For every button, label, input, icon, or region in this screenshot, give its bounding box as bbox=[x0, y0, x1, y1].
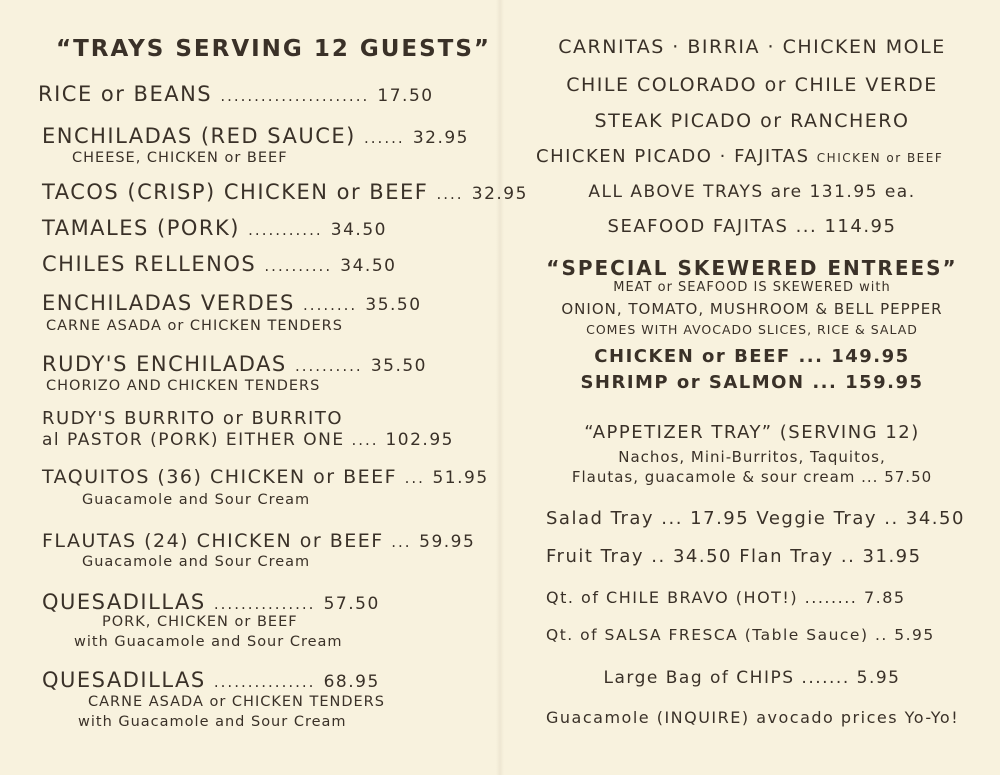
menu-item-enchiladas-verdes bbox=[42, 291, 422, 315]
entree-line-chicken-picado bbox=[536, 146, 943, 167]
leader-dots: ...... bbox=[364, 129, 405, 147]
item-name: TAMALES (PORK) bbox=[42, 216, 240, 240]
salsa-fresca: Qt. of SALSA FRESCA (Table Sauce) .. 5.95 bbox=[546, 626, 935, 644]
menu-item-burrito-al-pastor bbox=[42, 430, 454, 450]
skewered-chicken-beef: CHICKEN or BEEF ... 149.95 bbox=[594, 346, 910, 367]
skewered-desc-3: COMES WITH AVOCADO SLICES, RICE & SALAD bbox=[586, 322, 918, 337]
skewered-header: “SPECIAL SKEWERED ENTREES” bbox=[546, 256, 958, 280]
item-price: 35.50 bbox=[365, 295, 422, 315]
item-price: 35.50 bbox=[370, 356, 427, 376]
item-description: CHEESE, CHICKEN or BEEF bbox=[72, 150, 288, 166]
menu-item-enchiladas bbox=[42, 124, 469, 148]
item-price: 32.95 bbox=[412, 128, 469, 148]
chile-bravo: Qt. of CHILE BRAVO (HOT!) ........ 7.85 bbox=[546, 588, 906, 607]
item-price: 17.50 bbox=[377, 86, 434, 106]
menu-item-flautas bbox=[42, 530, 475, 552]
skewered-shrimp-salmon: SHRIMP or SALMON ... 159.95 bbox=[580, 372, 924, 393]
skewered-desc-2: ONION, TOMATO, MUSHROOM & BELL PEPPER bbox=[561, 300, 943, 318]
seafood-fajitas: SEAFOOD FAJITAS ... 114.95 bbox=[607, 216, 897, 237]
menu-item-quesadillas bbox=[42, 590, 380, 614]
item-description-2: with Guacamole and Sour Cream bbox=[74, 634, 343, 650]
leader-dots: ........ bbox=[303, 296, 358, 314]
leader-dots: .... bbox=[351, 431, 379, 449]
entree-line-chile-colorado: CHILE COLORADO or CHILE VERDE bbox=[566, 74, 938, 96]
menu-item-rudys-burrito: RUDY'S BURRITO or BURRITO bbox=[42, 408, 344, 429]
entree-line-steak-picado: STEAK PICADO or RANCHERO bbox=[594, 110, 910, 132]
item-description: Guacamole and Sour Cream bbox=[82, 554, 311, 570]
item-price: 34.50 bbox=[340, 256, 397, 276]
menu-item-tamales bbox=[42, 216, 387, 240]
item-name: TACOS (CRISP) CHICKEN or BEEF bbox=[42, 180, 429, 204]
entree-line-carnitas: CARNITAS · BIRRIA · CHICKEN MOLE bbox=[558, 36, 946, 58]
item-price: 59.95 bbox=[419, 532, 476, 552]
item-price: 51.95 bbox=[432, 468, 489, 488]
appetizer-desc-2: Flautas, guacamole & sour cream ... 57.50 bbox=[571, 468, 933, 486]
leader-dots: .... bbox=[436, 185, 464, 203]
item-description: CHORIZO AND CHICKEN TENDERS bbox=[46, 378, 321, 394]
salad-veggie-trays: Salad Tray ... 17.95 Veggie Tray .. 34.50 bbox=[546, 508, 965, 529]
item-name: RICE or BEANS bbox=[38, 82, 213, 106]
item-name: QUESADILLAS bbox=[42, 590, 206, 614]
item-name: ENCHILADAS (RED SAUCE) bbox=[42, 124, 356, 148]
item-name: CHILES RELLENOS bbox=[42, 252, 257, 276]
item-description: PORK, CHICKEN or BEEF bbox=[102, 614, 298, 630]
item-name: TAQUITOS (36) CHICKEN or BEEF bbox=[42, 466, 398, 488]
leader-dots: ............... bbox=[213, 673, 316, 691]
skewered-desc-1: MEAT or SEAFOOD IS SKEWERED with bbox=[613, 280, 891, 295]
item-name: FLAUTAS (24) CHICKEN or BEEF bbox=[42, 530, 384, 552]
item-description-2: with Guacamole and Sour Cream bbox=[78, 714, 347, 730]
item-description: CARNE ASADA or CHICKEN TENDERS bbox=[46, 318, 343, 334]
item-price: 34.50 bbox=[330, 220, 387, 240]
menu-item-tacos bbox=[42, 180, 528, 204]
item-price: 68.95 bbox=[323, 672, 380, 692]
entree-name: CHICKEN PICADO · FAJITAS bbox=[536, 146, 810, 167]
leader-dots: ... bbox=[391, 533, 412, 551]
item-name: QUESADILLAS bbox=[42, 668, 206, 692]
leader-dots: ........... bbox=[248, 221, 323, 239]
item-price: 102.95 bbox=[385, 430, 454, 450]
item-name: al PASTOR (PORK) EITHER ONE bbox=[42, 430, 345, 450]
item-price: 57.50 bbox=[323, 594, 380, 614]
item-name: RUDY'S ENCHILADAS bbox=[42, 352, 287, 376]
guacamole-note: Guacamole (INQUIRE) avocado prices Yo-Yo! bbox=[546, 708, 960, 727]
entree-note: CHICKEN or BEEF bbox=[816, 151, 944, 165]
item-description: CARNE ASADA or CHICKEN TENDERS bbox=[88, 694, 385, 710]
leader-dots: ............... bbox=[213, 595, 316, 613]
fruit-flan-trays: Fruit Tray .. 34.50 Flan Tray .. 31.95 bbox=[546, 546, 922, 567]
trays-header: “TRAYS SERVING 12 GUESTS” bbox=[56, 36, 492, 62]
menu-item-rice-beans bbox=[38, 82, 434, 106]
menu-item-quesadillas-premium bbox=[42, 668, 380, 692]
item-price: 32.95 bbox=[471, 184, 528, 204]
item-description: Guacamole and Sour Cream bbox=[82, 492, 311, 508]
menu-item-chiles-rellenos bbox=[42, 252, 396, 276]
menu-item-rudys-enchiladas bbox=[42, 352, 427, 376]
appetizer-desc-1: Nachos, Mini-Burritos, Taquitos, bbox=[618, 448, 886, 466]
menu-item-taquitos bbox=[42, 466, 489, 488]
item-name: ENCHILADAS VERDES bbox=[42, 291, 295, 315]
leader-dots: ...................... bbox=[220, 87, 370, 105]
trays-price-note: ALL ABOVE TRAYS are 131.95 ea. bbox=[588, 182, 916, 202]
leader-dots: .......... bbox=[264, 257, 333, 275]
leader-dots: .......... bbox=[294, 357, 363, 375]
appetizer-header: “APPETIZER TRAY” (SERVING 12) bbox=[584, 422, 920, 443]
bag-of-chips: Large Bag of CHIPS ....... 5.95 bbox=[603, 668, 901, 688]
leader-dots: ... bbox=[404, 469, 425, 487]
